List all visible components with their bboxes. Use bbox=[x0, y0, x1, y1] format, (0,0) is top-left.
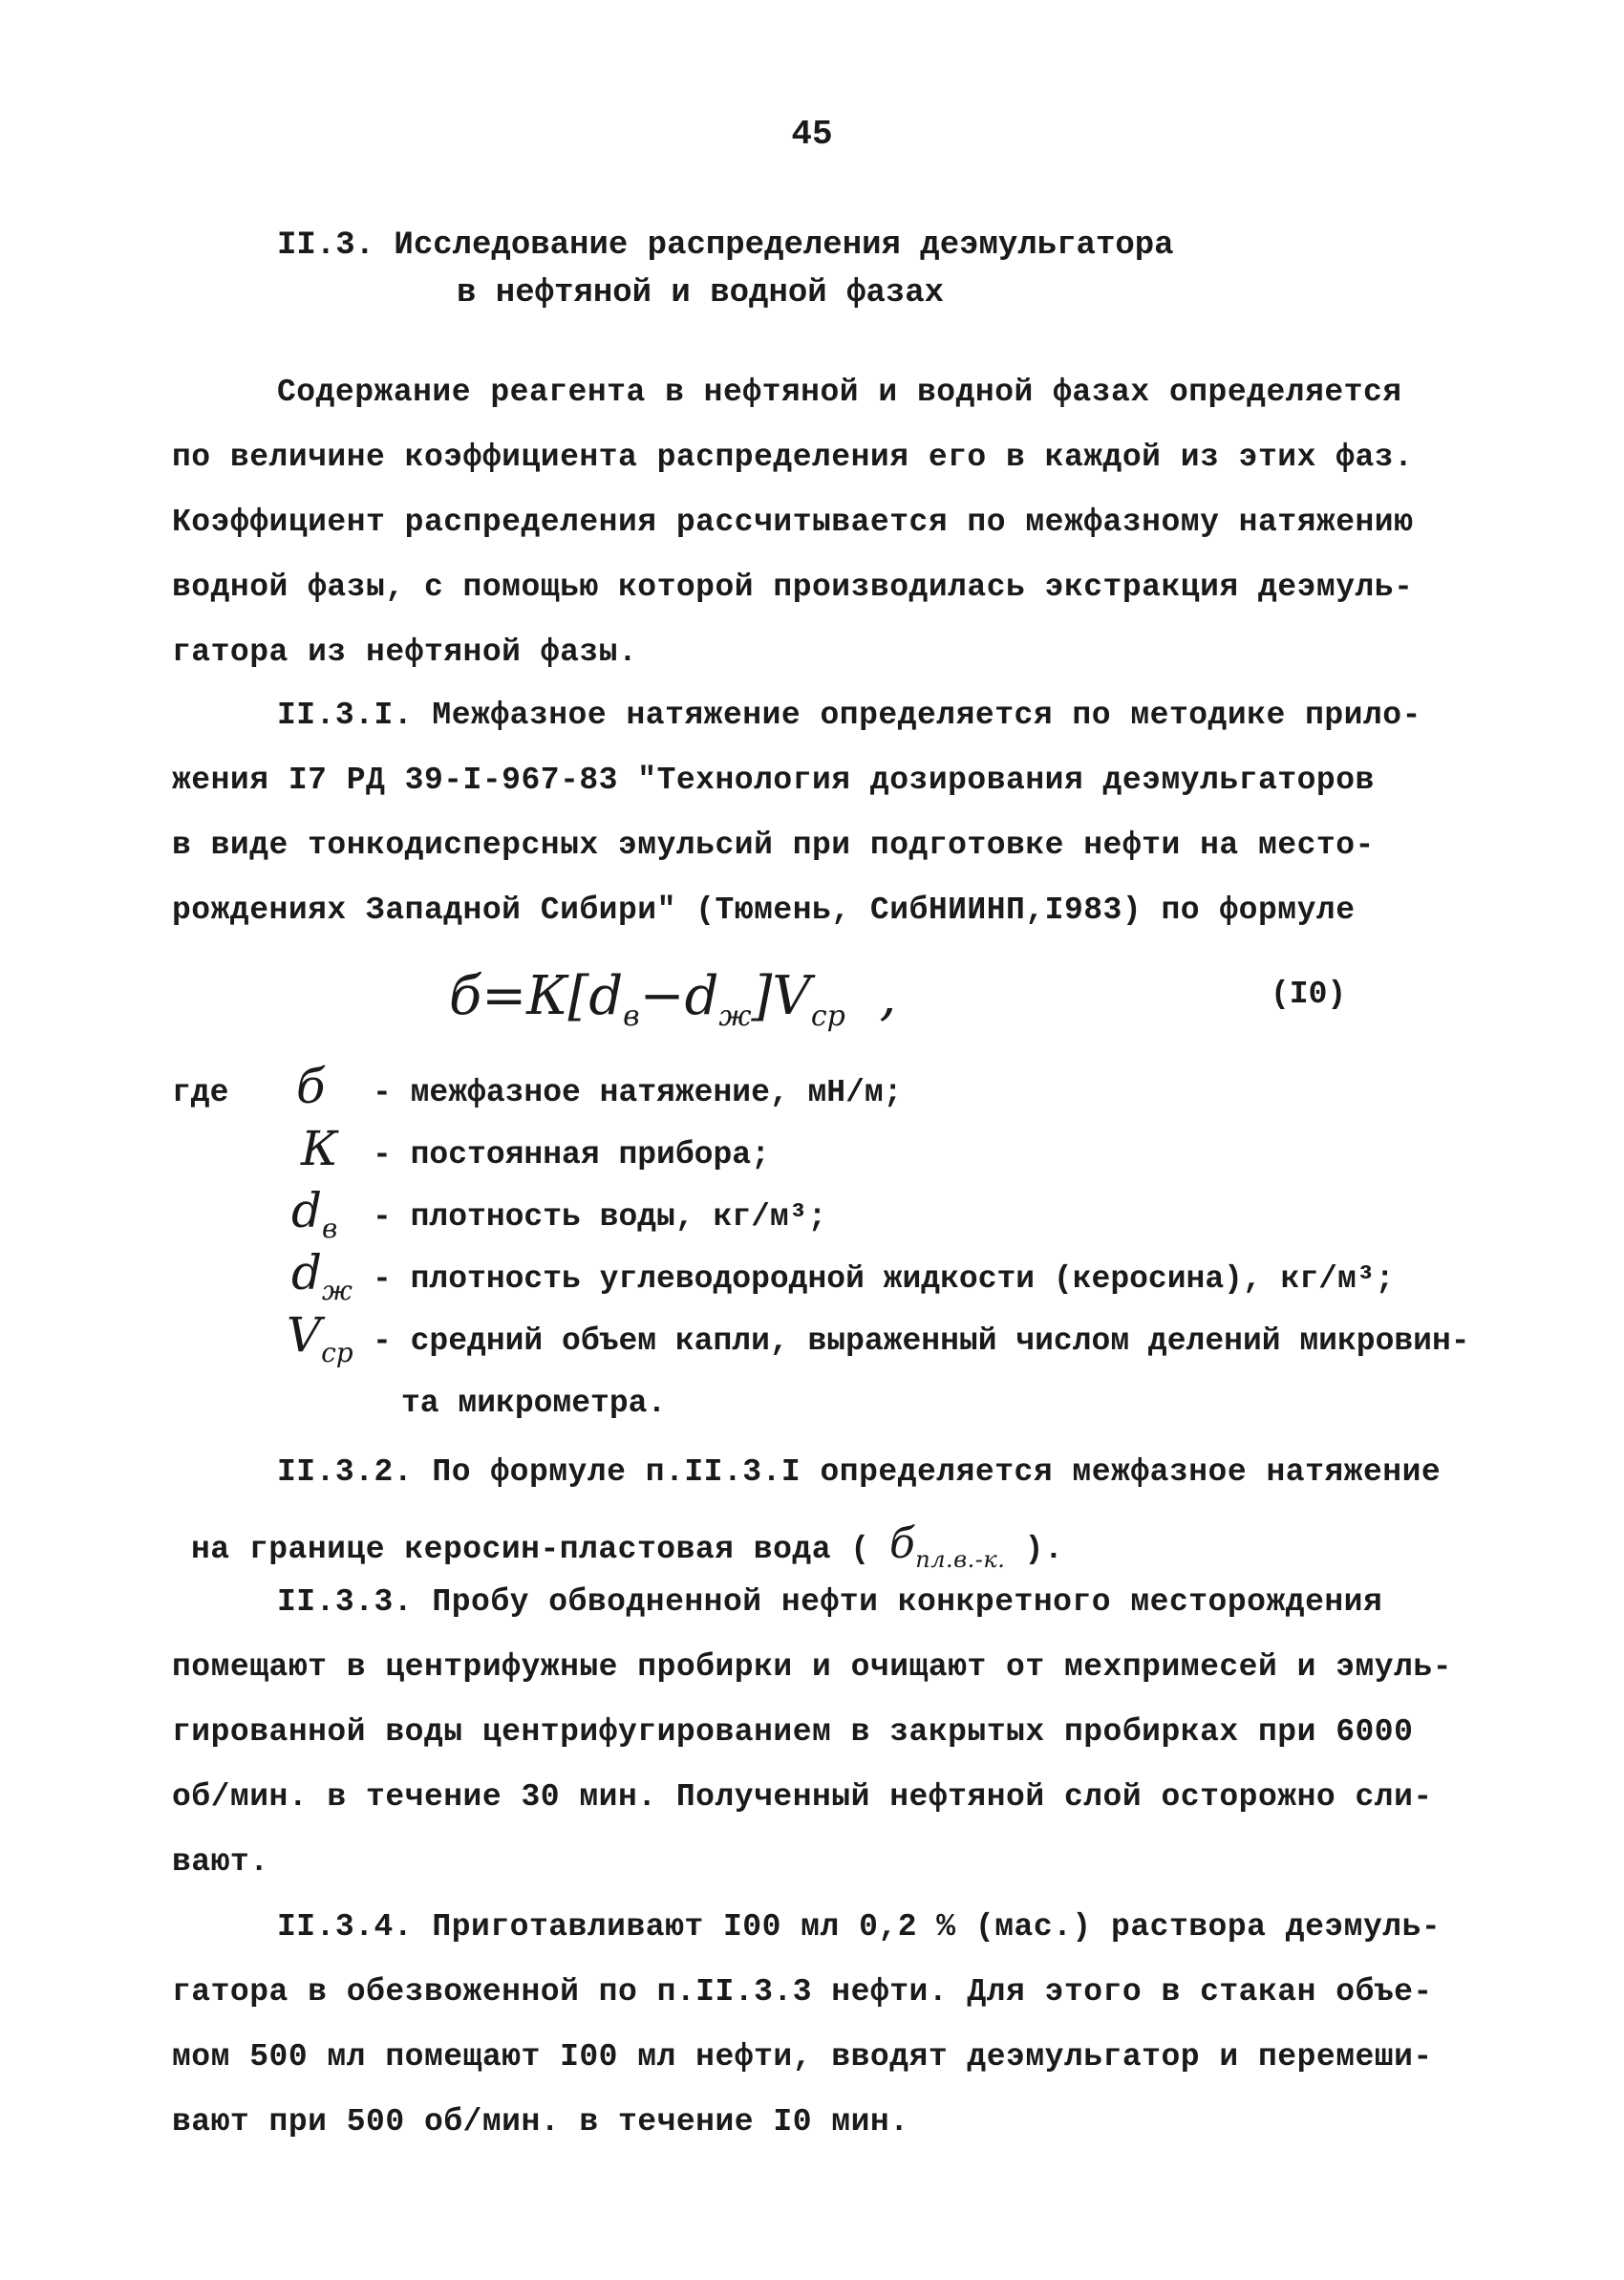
intro-line-4: водной фазы, с помощью которой производилась экстракция деэмуль- bbox=[172, 570, 1414, 605]
p4-line-4: вают при 500 об/мин. в течение I0 мин. bbox=[172, 2104, 909, 2140]
formula-comma: , bbox=[879, 965, 897, 1027]
def-symbol-vsr: $V_{ср}$ bbox=[287, 1307, 353, 1368]
p1-line-3: в виде тонкодисперсных эмульсий при подготовке нефти на место- bbox=[172, 828, 1375, 863]
section-title-line-1: II.3. Исследование распределения деэмульгатора bbox=[277, 227, 1174, 264]
def-text-sigma: - межфазное натяжение, мН/м; bbox=[373, 1075, 903, 1110]
intro-line-5: гатора из нефтяной фазы. bbox=[172, 635, 638, 670]
formula-lhs: б bbox=[449, 965, 482, 1027]
p1-line-1: II.3.I. Межфазное натяжение определяется по методике прило- bbox=[277, 698, 1421, 733]
intro-line-3: Коэффициент распределения рассчитывается по межфазному натяжению bbox=[172, 505, 1414, 540]
def-text-dzh: - плотность углеводородной жидкости (керосина), кг/м³; bbox=[373, 1261, 1395, 1297]
p2-line-1: II.3.2. По формуле п.II.3.I определяется межфазное натяжение bbox=[277, 1454, 1442, 1490]
formula-d1: d bbox=[588, 965, 624, 1027]
page-number: 45 bbox=[791, 115, 833, 154]
where-label: где bbox=[172, 1075, 229, 1110]
p2-symbol: $б_{пл.в.-к.}$ bbox=[888, 1519, 1006, 1573]
formula-number: (I0) bbox=[1271, 977, 1347, 1012]
p1-line-4: рождениях Западной Сибири" (Тюмень, СибНИИНП,I983) по формуле bbox=[172, 893, 1356, 928]
p4-line-2: гатора в обезвоженной по п.II.3.3 нефти. Для этого в стакан объе- bbox=[172, 1974, 1433, 2010]
def-symbol-dv: $d_в$ bbox=[291, 1183, 338, 1244]
formula-10: $б=К[d_в-d_ж]V_{ср}$ , bbox=[449, 965, 897, 1034]
def-symbol-sigma: б bbox=[296, 1059, 326, 1114]
formula-d2: d bbox=[684, 965, 719, 1027]
p3-line-2: помещают в центрифужные пробирки и очищают от мехпримесей и эмуль- bbox=[172, 1649, 1453, 1685]
def-text-dv: - плотность воды, кг/м³; bbox=[373, 1199, 827, 1235]
def-continuation: та микрометра. bbox=[401, 1386, 667, 1421]
formula-v: V bbox=[772, 965, 811, 1027]
formula-k: К bbox=[526, 965, 568, 1027]
p3-line-1: II.3.3. Пробу обводненной нефти конкретного месторождения bbox=[277, 1584, 1383, 1620]
p2-line-2: на границе керосин-пластовая вода ( $б_{пл.в.-к.}$ ). bbox=[191, 1519, 1064, 1573]
p3-line-4: об/мин. в течение 30 мин. Полученный нефтяной слой осторожно сли- bbox=[172, 1779, 1433, 1815]
p3-line-5: вают. bbox=[172, 1844, 269, 1880]
section-title-line-2: в нефтяной и водной фазах bbox=[457, 275, 945, 312]
p4-line-3: мом 500 мл помещают I00 мл нефти, вводят деэмульгатор и перемеши- bbox=[172, 2039, 1433, 2075]
def-symbol-dzh: $d_ж$ bbox=[291, 1245, 353, 1306]
p1-line-2: жения I7 РД 39-I-967-83 "Технология дозирования деэмульгаторов bbox=[172, 763, 1375, 798]
intro-line-1: Содержание реагента в нефтяной и водной фазах определяется bbox=[277, 375, 1402, 410]
def-text-vsr: - средний объем капли, выраженный числом делений микровин- bbox=[373, 1323, 1470, 1359]
p3-line-3: гированной воды центрифугированием в закрытых пробирках при 6000 bbox=[172, 1714, 1414, 1750]
formula-sub-sr: ср bbox=[810, 1000, 845, 1034]
def-symbol-k: К bbox=[301, 1121, 338, 1176]
formula-sub-v: в bbox=[623, 1000, 640, 1034]
intro-line-2: по величине коэффициента распределения его в каждой из этих фаз. bbox=[172, 440, 1414, 475]
p4-line-1: II.3.4. Приготавливают I00 мл 0,2 % (мас.) раствора деэмуль- bbox=[277, 1909, 1442, 1945]
def-text-k: - постоянная прибора; bbox=[373, 1137, 770, 1172]
formula-sub-zh: ж bbox=[718, 1000, 752, 1034]
